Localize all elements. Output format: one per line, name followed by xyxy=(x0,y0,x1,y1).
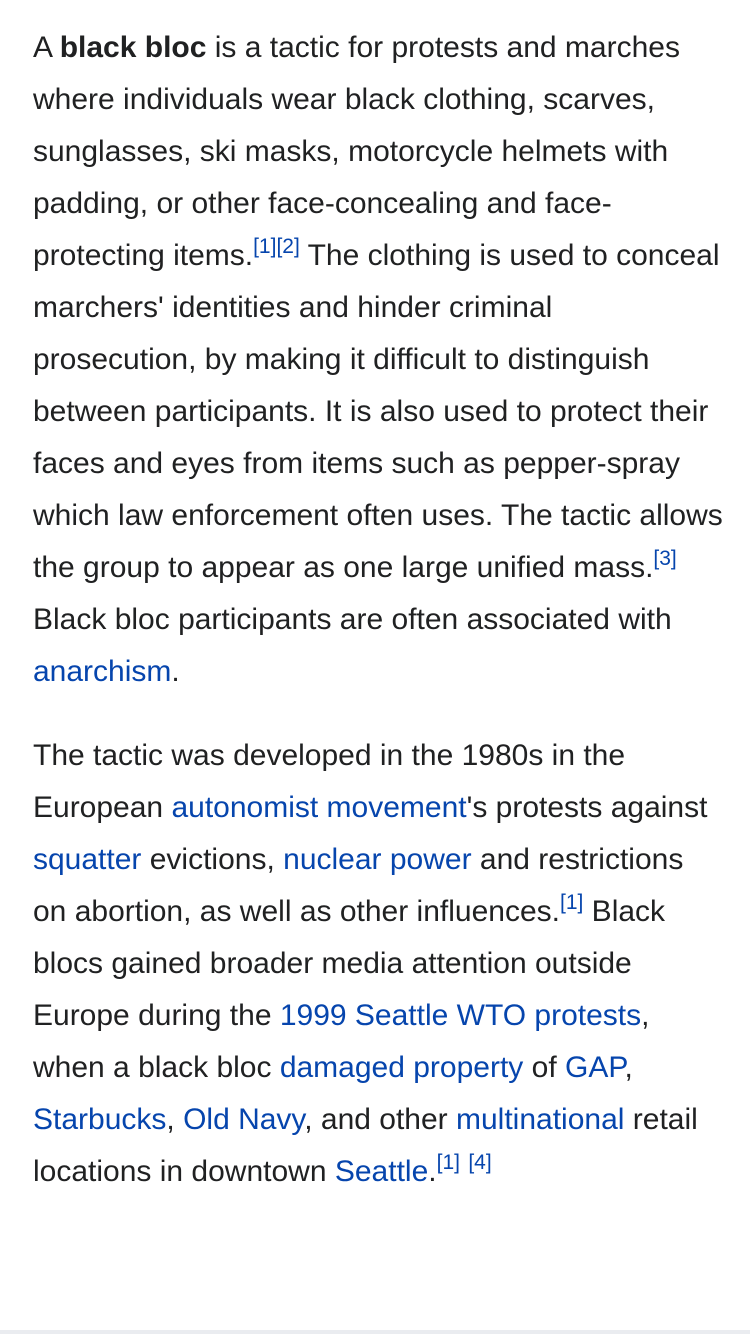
text-run: of xyxy=(523,1051,566,1084)
paragraph-history xyxy=(33,730,723,1198)
text-run: is a tactic for protests and marches where individuals wear black clothing, scarves, sunglasses, ski masks, motorcycle helmets with padding, or other face-concealing and face-protecting items. xyxy=(33,31,680,272)
link-squatter[interactable]: squatter xyxy=(33,843,142,876)
text-run: . xyxy=(171,655,180,688)
citation-ref-4[interactable] xyxy=(468,1151,491,1174)
link-multinational[interactable]: multinational xyxy=(456,1103,625,1136)
text-run: Black blocs gained broader media attention outside Europe during the xyxy=(33,895,666,1032)
text-run: evictions, xyxy=(141,843,284,876)
paragraph-intro xyxy=(33,22,723,698)
text-run: and restrictions on abortion, as well as other influences. xyxy=(33,843,684,928)
citation-ref-2[interactable] xyxy=(276,235,299,258)
article-body xyxy=(33,22,723,1198)
text-run: The tactic was developed in the 1980s in the European xyxy=(33,739,626,824)
citation-link[interactable]: [4] xyxy=(468,1151,492,1174)
text-run: , and other xyxy=(304,1103,456,1136)
link-anarchism[interactable]: anarchism xyxy=(33,655,172,688)
link-seattle[interactable]: Seattle xyxy=(334,1155,429,1188)
section-divider xyxy=(0,1330,750,1334)
bold-term: black bloc xyxy=(59,31,207,64)
text-run: , xyxy=(166,1103,184,1136)
citation-ref-3[interactable] xyxy=(653,547,676,570)
text-run: Black bloc participants are often associated with xyxy=(33,603,672,636)
text-run: , xyxy=(624,1051,633,1084)
citation-ref-1[interactable] xyxy=(253,235,276,258)
text-run: , when a black bloc xyxy=(33,999,650,1084)
citation-link[interactable]: [1] xyxy=(436,1151,460,1174)
citation-ref-1[interactable] xyxy=(560,891,583,914)
link-nuclear-power[interactable]: nuclear power xyxy=(283,843,472,876)
link-starbucks[interactable]: Starbucks xyxy=(33,1103,167,1136)
link-1999-seattle-wto-protests[interactable]: 1999 Seattle WTO protests xyxy=(279,999,642,1032)
link-damaged-property[interactable]: damaged property xyxy=(279,1051,524,1084)
text-run: . xyxy=(428,1155,437,1188)
text-run: retail locations in downtown xyxy=(33,1103,698,1188)
text-run: A xyxy=(33,31,60,64)
link-autonomist-movement[interactable]: autonomist movement xyxy=(171,791,467,824)
citation-link[interactable]: [3] xyxy=(653,547,677,570)
citation-link[interactable]: [2] xyxy=(276,235,300,258)
text-run: The clothing is used to conceal marchers' identities and hinder criminal prosecution, by making it difficult to distinguish between participants. It is also used to protect their faces and eyes from items such as pepper-spray which law enforcement often uses. The tactic allows the group to appear as one large unified mass. xyxy=(33,239,723,584)
text-run: 's protests against xyxy=(466,791,708,824)
citation-link[interactable]: [1] xyxy=(559,891,584,914)
link-gap[interactable]: GAP xyxy=(565,1051,625,1084)
citation-ref-1[interactable] xyxy=(437,1151,460,1174)
citation-link[interactable]: [1] xyxy=(253,235,277,258)
link-old-navy[interactable]: Old Navy xyxy=(183,1103,305,1136)
